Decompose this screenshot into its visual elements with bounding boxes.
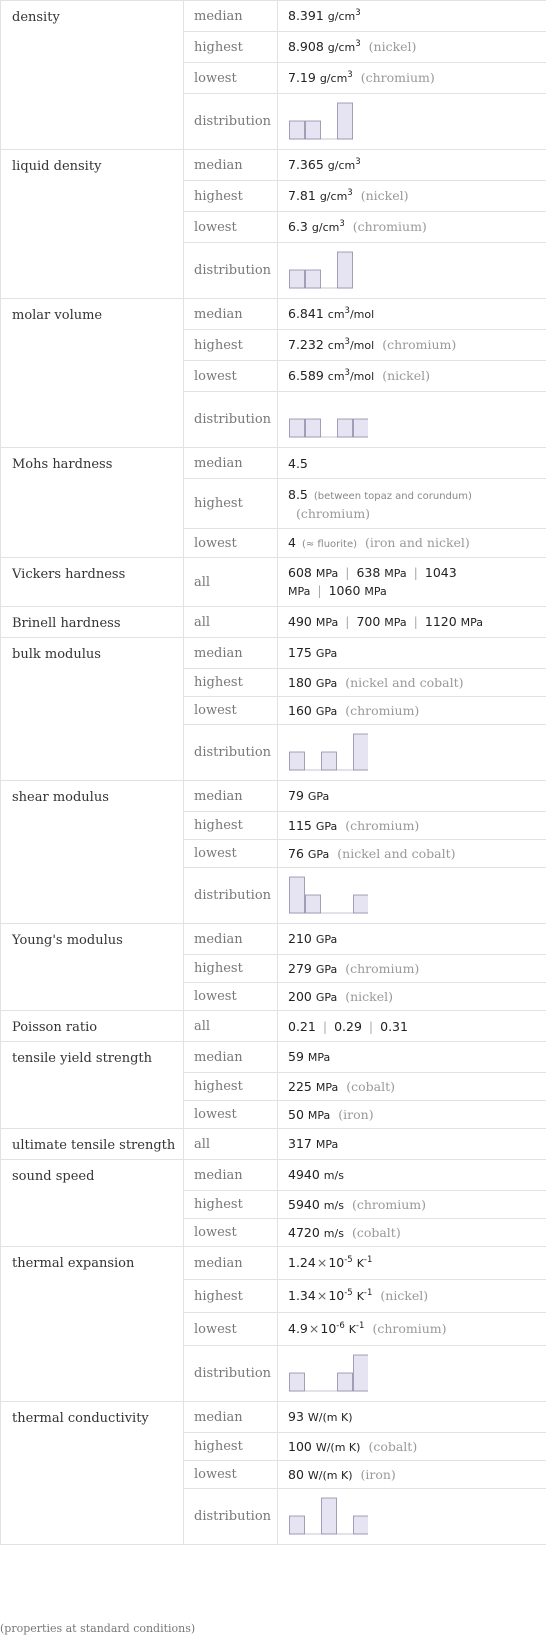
liquid-density-distribution — [278, 243, 546, 299]
sub-label-median: median — [184, 1042, 278, 1073]
sub-label-lowest: lowest — [184, 529, 278, 558]
property-label-thermal-expansion: thermal expansion — [1, 1247, 184, 1402]
histogram-bar — [338, 252, 353, 288]
liquid-density-median-value: 7.365 $g/cm^3$ — [278, 150, 546, 181]
sub-label-all: all — [184, 1129, 278, 1160]
sound-median-value: 4940 m/s — [278, 1160, 546, 1191]
sub-label-lowest: lowest — [184, 1313, 278, 1346]
property-label-mohs-hardness: Mohs hardness — [1, 448, 184, 558]
sound-highest-value: 5940 m/s (chromium) — [278, 1191, 546, 1219]
bulk-highest-value: 180 GPa (nickel and cobalt) — [278, 669, 546, 697]
molar-volume-highest-value: 7.232 $cm^3$/mol (chromium) — [278, 330, 546, 361]
mohs-lowest-value: 4 (≈ fluorite) (iron and nickel) — [278, 529, 546, 558]
ultimate-value: 317 MPa — [278, 1129, 546, 1160]
footnote: (properties at standard conditions) — [0, 1622, 196, 1635]
young-lowest-value: 200 GPa (nickel) — [278, 983, 546, 1011]
property-label-youngs-modulus: Young's modulus — [1, 924, 184, 1011]
property-label-sound-speed: sound speed — [1, 1160, 184, 1247]
sub-label-lowest: lowest — [184, 840, 278, 868]
sub-label-median: median — [184, 1247, 278, 1280]
property-label-bulk-modulus: bulk modulus — [1, 638, 184, 781]
histogram-bar — [290, 1373, 305, 1391]
sub-label-median: median — [184, 924, 278, 955]
sub-label-distribution: distribution — [184, 243, 278, 299]
molar-volume-median-value: 6.841 $cm^3$/mol — [278, 299, 546, 330]
molar-volume-distribution — [278, 392, 546, 448]
sub-label-distribution: distribution — [184, 1346, 278, 1402]
sub-label-distribution: distribution — [184, 392, 278, 448]
sub-label-lowest: lowest — [184, 361, 278, 392]
sub-label-lowest: lowest — [184, 1101, 278, 1129]
sub-label-highest: highest — [184, 330, 278, 361]
thermal-expansion-lowest-value: $4.9\times 10^{-6}$ $K^{-1}$ (chromium) — [278, 1313, 546, 1346]
young-highest-value: 279 GPa (chromium) — [278, 955, 546, 983]
shear-median-value: 79 GPa — [278, 781, 546, 812]
distribution-histogram — [288, 733, 368, 773]
shear-highest-value: 115 GPa (chromium) — [278, 812, 546, 840]
sub-label-lowest: lowest — [184, 1461, 278, 1489]
sub-label-median: median — [184, 299, 278, 330]
sub-label-distribution: distribution — [184, 1489, 278, 1545]
property-label-vickers-hardness: Vickers hardness — [1, 558, 184, 607]
mohs-median-value: 4.5 — [278, 448, 546, 479]
distribution-histogram — [288, 876, 368, 916]
property-label-shear-modulus: shear modulus — [1, 781, 184, 924]
molar-volume-lowest-value: 6.589 $cm^3$/mol (nickel) — [278, 361, 546, 392]
sub-label-highest: highest — [184, 1433, 278, 1461]
histogram-bar — [354, 419, 369, 437]
sub-label-lowest: lowest — [184, 1219, 278, 1247]
sub-label-distribution: distribution — [184, 94, 278, 150]
sub-label-median: median — [184, 1402, 278, 1433]
shear-distribution — [278, 868, 546, 924]
sub-label-highest: highest — [184, 181, 278, 212]
histogram-bar — [354, 1355, 369, 1391]
histogram-bar — [306, 419, 321, 437]
density-distribution — [278, 94, 546, 150]
histogram-bar — [290, 877, 305, 913]
sub-label-highest: highest — [184, 955, 278, 983]
property-label-thermal-conductivity: thermal conductivity — [1, 1402, 184, 1545]
sub-label-median: median — [184, 638, 278, 669]
liquid-density-highest-value: 7.81 $g/cm^3$ (nickel) — [278, 181, 546, 212]
property-label-poisson-ratio: Poisson ratio — [1, 1011, 184, 1042]
thermal-expansion-distribution — [278, 1346, 546, 1402]
property-label-density: density — [1, 1, 184, 150]
property-label-molar-volume: molar volume — [1, 299, 184, 448]
sub-label-lowest: lowest — [184, 63, 278, 94]
distribution-histogram — [288, 1354, 368, 1394]
sub-label-highest: highest — [184, 1280, 278, 1313]
histogram-bar — [290, 1516, 305, 1534]
sub-label-median: median — [184, 150, 278, 181]
histogram-bar — [354, 895, 369, 913]
sub-label-median: median — [184, 1, 278, 32]
sub-label-distribution: distribution — [184, 868, 278, 924]
histogram-bar — [354, 734, 369, 770]
density-lowest-value: 7.19 $g/cm^3$ (chromium) — [278, 63, 546, 94]
sub-label-highest: highest — [184, 1191, 278, 1219]
bulk-median-value: 175 GPa — [278, 638, 546, 669]
thermal-conductivity-median-value: 93 W/(m K) — [278, 1402, 546, 1433]
thermal-conductivity-lowest-value: 80 W/(m K) (iron) — [278, 1461, 546, 1489]
bulk-distribution — [278, 725, 546, 781]
thermal-conductivity-distribution — [278, 1489, 546, 1545]
property-label-tensile-yield-strength: tensile yield strength — [1, 1042, 184, 1129]
histogram-bar — [322, 1498, 337, 1534]
poisson-values: 0.21 | 0.29 | 0.31 — [278, 1011, 546, 1042]
thermal-expansion-median-value: $1.24\times 10^{-5}$ $K^{-1}$ — [278, 1247, 546, 1280]
sub-label-highest: highest — [184, 1073, 278, 1101]
sub-label-lowest: lowest — [184, 212, 278, 243]
tensile-highest-value: 225 MPa (cobalt) — [278, 1073, 546, 1101]
sub-label-median: median — [184, 781, 278, 812]
shear-lowest-value: 76 GPa (nickel and cobalt) — [278, 840, 546, 868]
histogram-bar — [290, 121, 305, 139]
histogram-bar — [354, 1516, 369, 1534]
thermal-conductivity-highest-value: 100 W/(m K) (cobalt) — [278, 1433, 546, 1461]
tensile-median-value: 59 MPa — [278, 1042, 546, 1073]
sub-label-median: median — [184, 448, 278, 479]
brinell-values: 490 MPa | 700 MPa | 1120 MPa — [278, 607, 546, 638]
histogram-bar — [290, 419, 305, 437]
property-label-brinell-hardness: Brinell hardness — [1, 607, 184, 638]
distribution-histogram — [288, 251, 368, 291]
sub-label-highest: highest — [184, 812, 278, 840]
histogram-bar — [290, 270, 305, 288]
liquid-density-lowest-value: 6.3 $g/cm^3$ (chromium) — [278, 212, 546, 243]
distribution-histogram — [288, 102, 368, 142]
bulk-lowest-value: 160 GPa (chromium) — [278, 697, 546, 725]
vickers-values: 608 MPa | 638 MPa | 1043 MPa | 1060 MPa — [278, 558, 546, 607]
sub-label-lowest: lowest — [184, 697, 278, 725]
sub-label-all: all — [184, 1011, 278, 1042]
sound-lowest-value: 4720 m/s (cobalt) — [278, 1219, 546, 1247]
histogram-bar — [306, 121, 321, 139]
distribution-histogram — [288, 1497, 368, 1537]
histogram-bar — [306, 895, 321, 913]
histogram-bar — [290, 752, 305, 770]
property-label-ultimate-tensile-strength: ultimate tensile strength — [1, 1129, 184, 1160]
property-label-liquid-density: liquid density — [1, 150, 184, 299]
sub-label-all: all — [184, 607, 278, 638]
sub-label-highest: highest — [184, 32, 278, 63]
histogram-bar — [338, 1373, 353, 1391]
mohs-highest-value: 8.5 (between topaz and corundum) (chromium) — [278, 479, 546, 529]
distribution-histogram — [288, 400, 368, 440]
thermal-expansion-highest-value: $1.34\times 10^{-5}$ $K^{-1}$ (nickel) — [278, 1280, 546, 1313]
sub-label-lowest: lowest — [184, 983, 278, 1011]
young-median-value: 210 GPa — [278, 924, 546, 955]
sub-label-median: median — [184, 1160, 278, 1191]
histogram-bar — [322, 752, 337, 770]
sub-label-distribution: distribution — [184, 725, 278, 781]
tensile-lowest-value: 50 MPa (iron) — [278, 1101, 546, 1129]
histogram-bar — [338, 419, 353, 437]
density-highest-value: 8.908 $g/cm^3$ (nickel) — [278, 32, 546, 63]
sub-label-highest: highest — [184, 669, 278, 697]
sub-label-all: all — [184, 558, 278, 607]
histogram-bar — [338, 103, 353, 139]
sub-label-highest: highest — [184, 479, 278, 529]
histogram-bar — [306, 270, 321, 288]
density-median-value: 8.391 $g/cm^3$ — [278, 1, 546, 32]
